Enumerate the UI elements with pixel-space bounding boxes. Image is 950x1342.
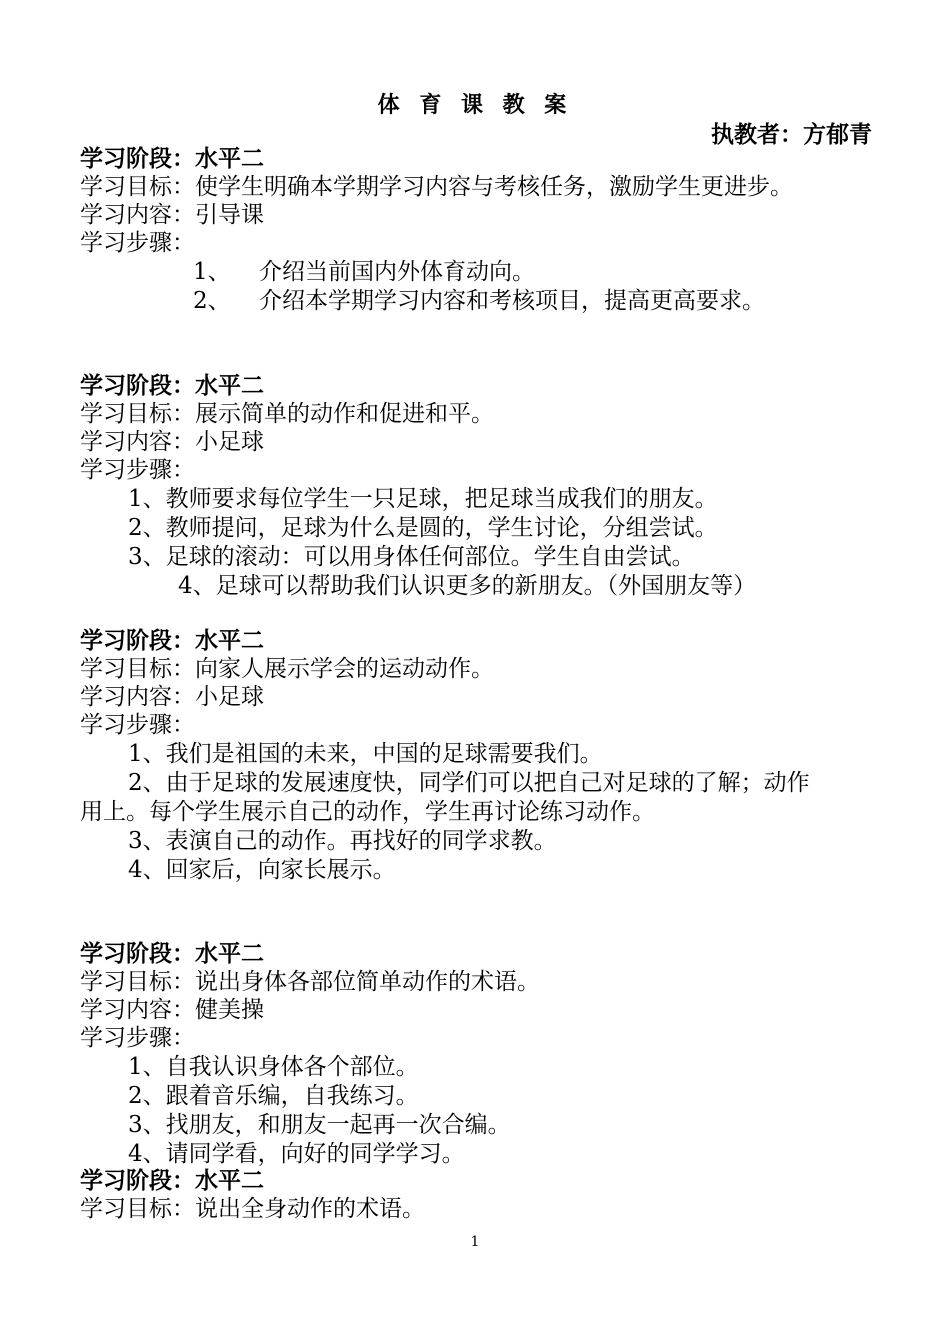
section-2-stage: 学习阶段：水平二 (80, 372, 264, 399)
section-2-step-3: 3、足球的滚动：可以用身体任何部位。学生自由尝试。 (128, 544, 695, 570)
section-4-steps-label: 学习步骤： (80, 1025, 195, 1051)
section-3-goal: 学习目标：向家人展示学会的运动动作。 (80, 656, 494, 682)
section-2-steps-label: 学习步骤： (80, 457, 195, 483)
section-1-goal: 学习目标：使学生明确本学期学习内容与考核任务，激励学生更进步。 (80, 174, 793, 200)
section-3-steps-label: 学习步骤： (80, 712, 195, 738)
section-3-step-3: 3、表演自己的动作。再找好的同学求教。 (128, 828, 557, 854)
step-number: 1、 (193, 259, 231, 285)
section-4-step-4: 4、请同学看，向好的同学学习。 (128, 1141, 465, 1167)
document-title: 体 育 课 教 案 (377, 92, 573, 118)
step-number: 2、 (193, 288, 231, 314)
section-5-stage: 学习阶段：水平二 (80, 1167, 264, 1194)
section-3-step-4: 4、回家后，向家长展示。 (128, 857, 396, 883)
section-2-content: 学习内容：小足球 (80, 429, 264, 455)
section-1-stage: 学习阶段：水平二 (80, 145, 264, 172)
section-2-step-4: 4、足球可以帮助我们认识更多的新朋友。（外国朋友等） (178, 573, 757, 599)
document-author: 执教者：方郁青 (711, 121, 872, 148)
section-1-step-2 (193, 287, 765, 315)
section-1-step-1 (193, 258, 535, 286)
section-4-stage: 学习阶段：水平二 (80, 940, 264, 967)
section-3-content: 学习内容：小足球 (80, 684, 264, 710)
section-2-goal: 学习目标：展示简单的动作和促进和平。 (80, 401, 494, 427)
section-4-step-2: 2、跟着音乐编，自我练习。 (128, 1083, 419, 1109)
section-3-step-2-cont: 用上。每个学生展示自己的动作，学生再讨论练习动作。 (80, 799, 655, 825)
page-number: 1 (470, 1234, 480, 1250)
section-3-step-1: 1、我们是祖国的未来，中国的足球需要我们。 (128, 741, 603, 767)
section-2-step-2: 2、教师提问，足球为什么是圆的，学生讨论，分组尝试。 (128, 515, 718, 541)
section-1-content: 学习内容：引导课 (80, 202, 264, 228)
step-text: 介绍当前国内外体育动向。 (259, 259, 535, 285)
section-4-step-1: 1、自我认识身体各个部位。 (128, 1054, 419, 1080)
section-3-stage: 学习阶段：水平二 (80, 627, 264, 654)
section-4-content: 学习内容：健美操 (80, 997, 264, 1023)
section-4-goal: 学习目标：说出身体各部位简单动作的术语。 (80, 969, 540, 995)
section-5-goal: 学习目标：说出全身动作的术语。 (80, 1196, 425, 1222)
section-2-step-1: 1、教师要求每位学生一只足球，把足球当成我们的朋友。 (128, 486, 718, 512)
section-4-step-3: 3、找朋友，和朋友一起再一次合编。 (128, 1112, 511, 1138)
step-text: 介绍本学期学习内容和考核项目，提高更高要求。 (259, 288, 765, 314)
section-3-step-2: 2、由于足球的发展速度快，同学们可以把自己对足球的了解；动作 (128, 770, 810, 796)
section-1-steps-label: 学习步骤： (80, 230, 195, 256)
